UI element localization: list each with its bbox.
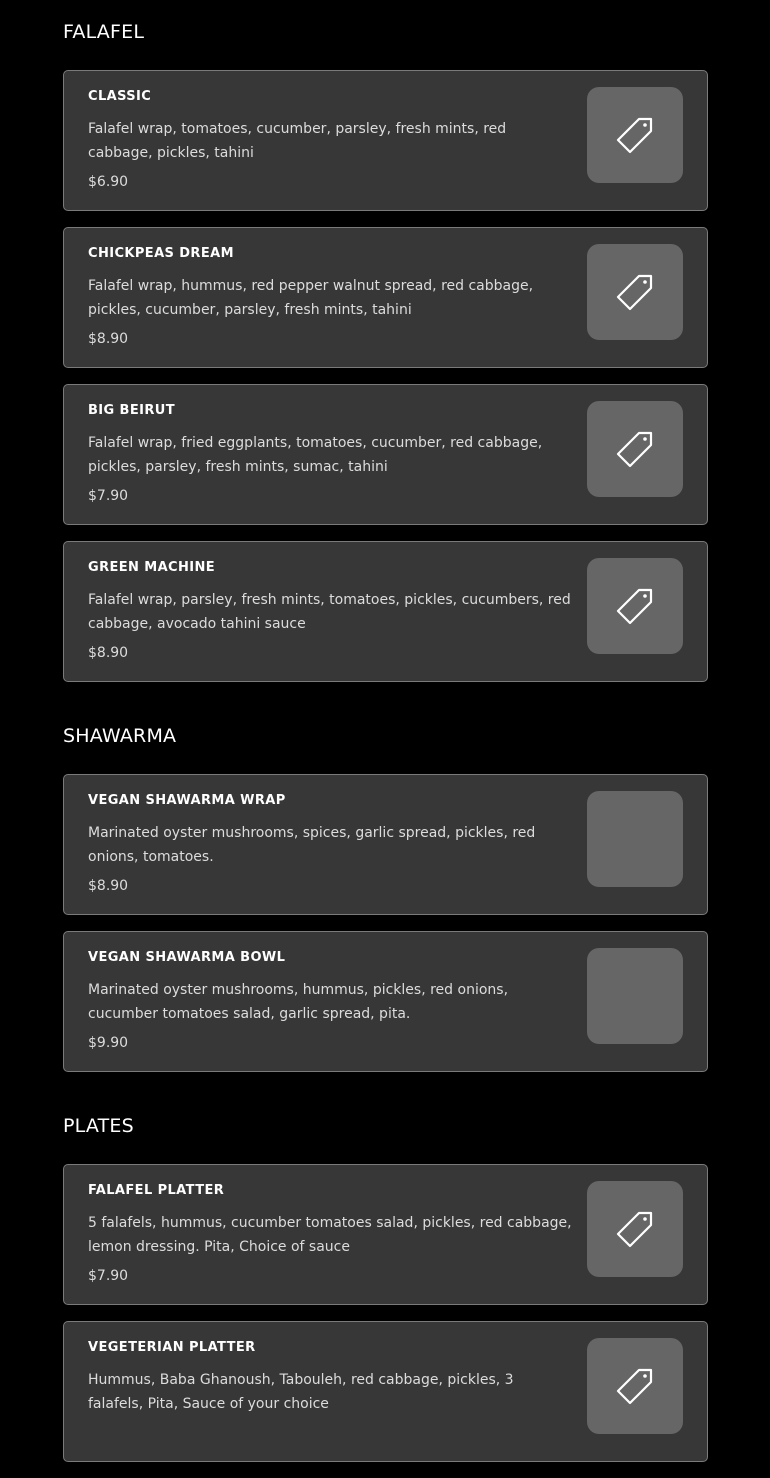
tag-icon: [613, 113, 657, 157]
item-image-placeholder[interactable]: [587, 791, 683, 887]
menu-item-card[interactable]: [63, 70, 708, 211]
item-name: CHICKPEAS DREAM: [88, 246, 234, 261]
menu-item-card[interactable]: [63, 774, 708, 915]
section-shawarma: [63, 723, 708, 1088]
item-price: $8.90: [88, 645, 129, 661]
item-name: VEGAN SHAWARMA WRAP: [88, 793, 286, 808]
tag-icon: [613, 270, 657, 314]
item-image-placeholder[interactable]: [587, 401, 683, 497]
item-name: GREEN MACHINE: [88, 560, 216, 575]
item-description: Hummus, Baba Ghanoush, Tabouleh, red cabbage, pickles, 3 falafels, Pita, Sauce of your choice: [88, 1372, 514, 1412]
section-title: SHAWARMA: [63, 725, 177, 747]
tag-icon: [613, 1364, 657, 1408]
item-name: FALAFEL PLATTER: [88, 1183, 225, 1198]
item-description: Falafel wrap, hummus, red pepper walnut spread, red cabbage, pickles, cucumber, parsley, fresh mints, tahini: [88, 278, 534, 318]
item-image-placeholder[interactable]: [587, 558, 683, 654]
menu-item-card[interactable]: [63, 1321, 708, 1462]
item-price: $8.90: [88, 878, 129, 894]
section-title: FALAFEL: [63, 21, 145, 43]
menu-item-card[interactable]: [63, 541, 708, 682]
menu-item-card[interactable]: [63, 227, 708, 368]
item-price: $7.90: [88, 488, 129, 504]
item-price: $6.90: [88, 174, 129, 190]
item-price: $8.90: [88, 331, 129, 347]
tag-icon: [613, 584, 657, 628]
item-price: $9.90: [88, 1035, 129, 1051]
menu-item-card[interactable]: [63, 931, 708, 1072]
item-name: CLASSIC: [88, 89, 152, 104]
item-description: Falafel wrap, fried eggplants, tomatoes, cucumber, red cabbage, pickles, parsley, fresh mints, sumac, tahini: [88, 435, 543, 475]
item-image-placeholder[interactable]: [587, 244, 683, 340]
item-image-placeholder[interactable]: [587, 87, 683, 183]
tag-icon: [613, 1207, 657, 1251]
section-falafel: [63, 19, 708, 698]
item-description: Falafel wrap, parsley, fresh mints, tomatoes, pickles, cucumbers, red cabbage, avocado tahini sauce: [88, 592, 571, 632]
menu-item-card[interactable]: [63, 1164, 708, 1305]
item-description: Marinated oyster mushrooms, spices, garlic spread, pickles, red onions, tomatoes.: [88, 825, 536, 865]
item-description: Marinated oyster mushrooms, hummus, pickles, red onions, cucumber tomatoes salad, garlic spread, pita.: [88, 982, 509, 1022]
item-name: VEGAN SHAWARMA BOWL: [88, 950, 286, 965]
item-price: $7.90: [88, 1268, 129, 1284]
item-name: VEGETERIAN PLATTER: [88, 1340, 256, 1355]
item-image-placeholder[interactable]: [587, 948, 683, 1044]
item-name: BIG BEIRUT: [88, 403, 176, 418]
item-description: 5 falafels, hummus, cucumber tomatoes salad, pickles, red cabbage, lemon dressing. Pita, Choice of sauce: [88, 1215, 572, 1255]
section-plates: [63, 1113, 708, 1478]
item-image-placeholder[interactable]: [587, 1338, 683, 1434]
item-image-placeholder[interactable]: [587, 1181, 683, 1277]
menu-item-card[interactable]: [63, 384, 708, 525]
tag-icon: [613, 427, 657, 471]
item-description: Falafel wrap, tomatoes, cucumber, parsley, fresh mints, red cabbage, pickles, tahini: [88, 121, 507, 161]
section-title: PLATES: [63, 1115, 134, 1137]
